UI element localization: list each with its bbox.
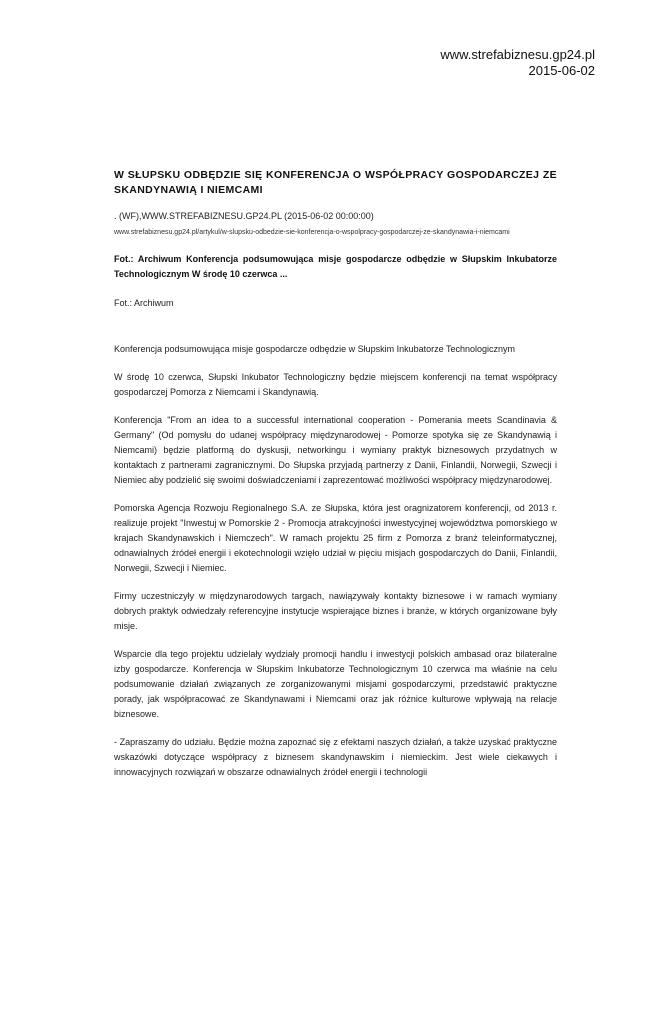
paragraph-2: W środę 10 czerwca, Słupski Inkubator Technologiczny będzie miejscem konferencji na temat współpracy gospodarczej Pomorza z Niemcami i Skandynawią. <box>114 372 557 397</box>
header-site-url: www.strefabiznesu.gp24.pl <box>440 47 595 62</box>
article-url: www.strefabiznesu.gp24.pl/artykul/w-slupsku-odbedzie-sie-konferencja-o-wspolpracy-gospodarczej-ze-skandynawia-i-niemcami <box>114 229 510 236</box>
page-header <box>440 47 595 79</box>
photo-credit: Fot.: Archiwum <box>114 298 174 308</box>
paragraph-3: Konferencja "From an idea to a successful international cooperation - Pomerania meets Scandinavia & Germany" (Od pomysłu do udanej współpracy międzynarodowej - Pomorze spotyka się ze Skandynawią i Niemcami) będzie platformą do dyskusji, networkingu i wymiany praktyk biznesowych przydatnych w kontaktach z partnerami zagranicznymi. Do Słupska przyjadą partnerzy z Danii, Finlandii, Norwegii, Szwecji i Niemiec aby podzielić się swoimi doświadczeniami i zaprezentować możliwości współpracy międzynarodowej. <box>114 415 557 485</box>
paragraph-5: Firmy uczestniczyły w międzynarodowych targach, nawiązywały kontakty biznesowe i w ramach wymiany dobrych praktyk odwiedzały referencyjne instytucje wspierające biznes i branże, w których organizowane były misje. <box>114 591 557 631</box>
paragraph-7: - Zapraszamy do udziału. Będzie można zapoznać się z efektami naszych działań, a także uzyskać praktyczne wskazówki dotyczące współpracy z biznesem skandynawskim i niemieckim. Jest wiele ciekawych i innowacyjnych rozwiązań w obszarze odnawialnych źródeł energii i technologii <box>114 737 557 777</box>
paragraph-4: Pomorska Agencja Rozwoju Regionalnego S.A. ze Słupska, która jest oragnizatorem konferencji, od 2013 r. realizuje projekt "Inwestuj w Pomorskie 2 - Promocja atrakcyjności inwestycyjnej województwa pomorskiego w krajach Skandynawskich i Niemczech". W ramach projektu 25 firm z Pomorza z branż teleinformatycznej, odnawialnych źródeł energii i ekotechnologii wzięło udział w pięciu misjach gospodarczych do Danii, Finlandii, Norwegii, Szwecji i Niemiec. <box>114 503 557 573</box>
article-body <box>114 168 557 793</box>
article-title: W SŁUPSKU ODBĘDZIE SIĘ KONFERENCJA O WSPÓŁPRACY GOSPODARCZEJ ZE SKANDYNAWIĄ I NIEMCAMI <box>114 169 557 196</box>
section-spacer <box>114 324 557 342</box>
article-meta: . (WF),WWW.STREFABIZNESU.GP24.PL (2015-06-02 00:00:00) <box>114 211 374 221</box>
header-date: 2015-06-02 <box>528 63 595 78</box>
paragraph-1: Konferencja podsumowująca misje gospodarcze odbędzie w Słupskim Inkubatorze Technologicznym <box>114 344 516 354</box>
article-lead: Fot.: Archiwum Konferencja podsumowująca misje gospodarcze odbędzie w Słupskim Inkubatorze Technologicznym W środę 10 czerwca ... <box>114 254 557 279</box>
paragraph-6: Wsparcie dla tego projektu udzielały wydziały promocji handlu i inwestycji polskich ambasad oraz bilateralne izby gospodarcze. Konferencja w Słupskim Inkubatorze Technologicznym 10 czerwca ma właśnie na celu podsumowanie działań związanych ze zorganizowanymi misjami gospodarczymi, przedstawić praktyczne porady, jak współpracować ze Skandynawami i Niemcami oraz jak różnice kulturowe wpływają na relacje biznesowe. <box>114 649 557 719</box>
